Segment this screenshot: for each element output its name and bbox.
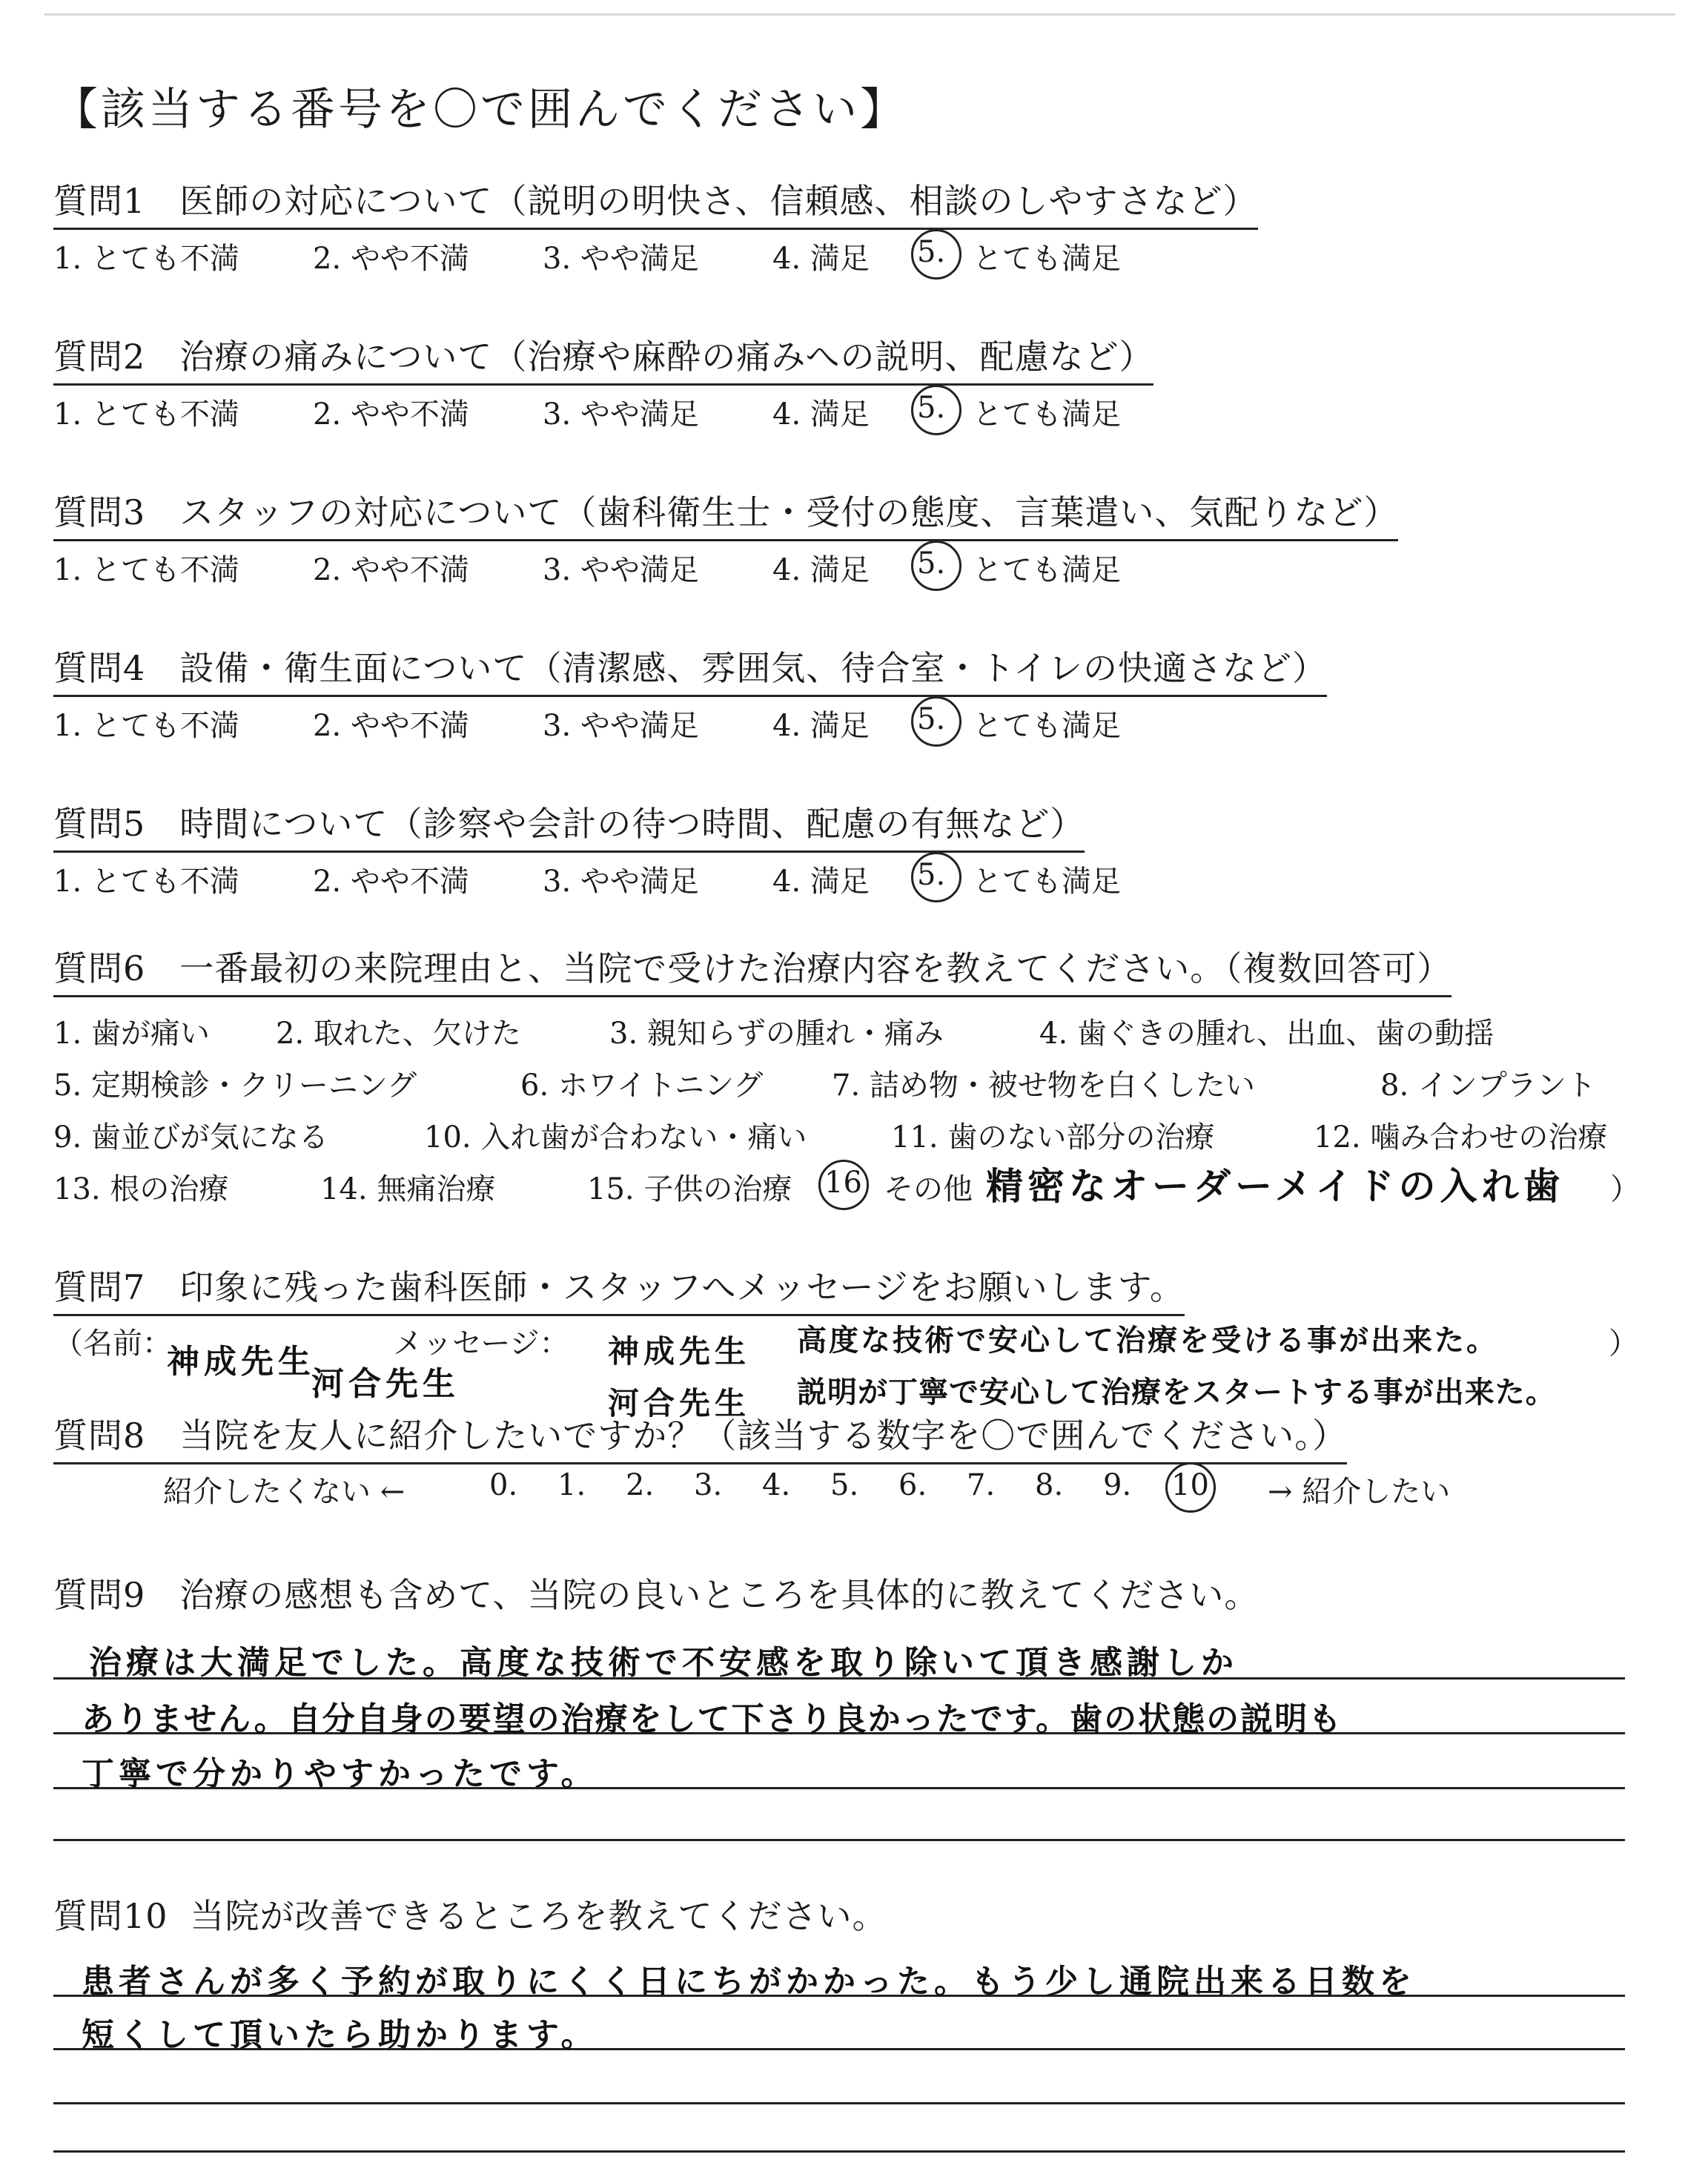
q7-message-1: 高度な技術で安心して治療を受ける事が出来た。: [797, 1324, 1498, 1358]
q8-scale-value[interactable]: 5.: [830, 1468, 859, 1502]
question-number: 質問1: [53, 181, 146, 221]
q8-scale-value[interactable]: 9.: [1103, 1468, 1132, 1502]
question-3-title: [53, 486, 1398, 541]
q8-right-label: → 紹介したい: [1268, 1475, 1451, 1509]
rating-option-5-label: とても満足: [973, 865, 1121, 899]
rating-option-5-circled[interactable]: 5.: [917, 235, 946, 269]
q9-answer-line-4: [53, 1839, 1625, 1841]
question-text: 印象に残った歯科医師・スタッフへメッセージをお願いします。: [179, 1267, 1185, 1307]
q6-option-13[interactable]: 13. 根の治療: [53, 1172, 229, 1206]
rating-option-1[interactable]: 1. とても不満: [53, 397, 239, 432]
q6-option-14[interactable]: 14. 無痛治療: [320, 1172, 496, 1206]
q6-option-5[interactable]: 5. 定期検診・クリーニング: [53, 1069, 417, 1103]
q7-name-1: 神成先生: [167, 1343, 315, 1381]
rating-option-3[interactable]: 3. やや満足: [543, 397, 699, 432]
question-5-title: [53, 797, 1085, 853]
question-number: 質問8: [53, 1416, 146, 1456]
q7-message-label: メッセージ：: [393, 1327, 569, 1361]
rating-option-4[interactable]: 4. 満足: [772, 397, 870, 432]
q6-other-close-paren: ）: [1610, 1172, 1640, 1206]
rating-option-5-label: とても満足: [973, 553, 1121, 587]
rating-option-5-label: とても満足: [973, 242, 1121, 276]
rating-option-5-circled[interactable]: 5.: [917, 391, 946, 425]
q8-scale-value[interactable]: 3.: [694, 1468, 723, 1502]
q7-name-label: （名前：: [53, 1327, 172, 1361]
rating-option-5-circled[interactable]: 5.: [917, 546, 946, 581]
question-text: 一番最初の来院理由と、当院で受けた治療内容を教えてください。（複数回答可）: [179, 948, 1452, 988]
q6-option-9[interactable]: 9. 歯並びが気になる: [53, 1120, 328, 1155]
q6-option-6[interactable]: 6. ホワイトニング: [520, 1069, 764, 1103]
question-text: 治療の感想も含めて、当院の良いところを具体的に教えてください。: [179, 1575, 1260, 1615]
q6-option-2[interactable]: 2. 取れた、欠けた: [276, 1017, 521, 1051]
question-1-title: [53, 174, 1258, 230]
rating-option-4[interactable]: 4. 満足: [772, 242, 870, 276]
rating-option-2[interactable]: 2. やや不満: [313, 397, 469, 432]
q10-answer-text-1: 患者さんが多く予約が取りにくく日にちがかかった。もう少し通院出来る日数を: [82, 1963, 1416, 2001]
rating-option-5-circled[interactable]: 5.: [917, 858, 946, 892]
q9-answer-text-2: ありません。自分自身の要望の治療をして下さり良かったです。歯の状態の説明も: [82, 1700, 1343, 1738]
question-number: 質問6: [53, 948, 146, 988]
question-number: 質問2: [53, 337, 146, 377]
question-number: 質問9: [53, 1575, 146, 1615]
question-number: 質問3: [53, 492, 146, 532]
q8-scale-value[interactable]: 2.: [626, 1468, 655, 1502]
question-2-title: [53, 330, 1153, 386]
q8-scale-value[interactable]: 0.: [489, 1468, 518, 1502]
rating-option-1[interactable]: 1. とても不満: [53, 553, 239, 587]
question-text: スタッフの対応について（歯科衛生士・受付の態度、言葉遣い、気配りなど）: [179, 492, 1399, 532]
q7-close-paren: ）: [1609, 1327, 1638, 1361]
question-text: 医師の対応について（説明の明快さ、信頼感、相談のしやすさなど）: [179, 181, 1258, 221]
q6-option-1[interactable]: 1. 歯が痛い: [53, 1017, 210, 1051]
rating-option-1[interactable]: 1. とても不満: [53, 242, 239, 276]
q10-answer-text-2: 短くして頂いたら助かります。: [82, 2016, 598, 2054]
q10-answer-line-3: [53, 2102, 1625, 2104]
rating-option-1[interactable]: 1. とても不満: [53, 709, 239, 743]
question-text: 当院が改善できるところを教えてください。: [190, 1896, 887, 1936]
question-text: 治療の痛みについて（治療や麻酔の痛みへの説明、配慮など）: [179, 337, 1154, 377]
q9-answer-text-3: 丁寧で分かりやすかったです。: [82, 1755, 598, 1793]
question-4-title: [53, 641, 1327, 697]
q8-scale-value[interactable]: 6.: [898, 1468, 927, 1502]
question-number: 質問5: [53, 804, 146, 844]
q7-message-2: 説明が丁寧で安心して治療をスタートする事が出来た。: [797, 1375, 1556, 1410]
q8-scale-value[interactable]: 8.: [1035, 1468, 1064, 1502]
rating-option-5-label: とても満足: [973, 709, 1121, 743]
rating-option-2[interactable]: 2. やや不満: [313, 242, 469, 276]
q7-name-2: 河合先生: [311, 1365, 460, 1403]
rating-option-2[interactable]: 2. やや不満: [313, 865, 469, 899]
rating-option-5-circled[interactable]: 5.: [917, 702, 946, 736]
question-text: 設備・衛生面について（清潔感、雰囲気、待合室・トイレの快適さなど）: [179, 648, 1328, 688]
q9-answer-text-1: 治療は大満足でした。高度な技術で不安感を取り除いて頂き感謝しか: [89, 1644, 1238, 1682]
question-7-title: [53, 1261, 1185, 1316]
q6-option-12[interactable]: 12. 噛み合わせの治療: [1314, 1120, 1608, 1155]
q6-option-8[interactable]: 8. インプラント: [1380, 1069, 1596, 1103]
rating-option-1[interactable]: 1. とても不満: [53, 865, 239, 899]
q6-option-4[interactable]: 4. 歯ぐきの腫れ、出血、歯の動揺: [1039, 1017, 1494, 1051]
question-text: 当院を友人に紹介したいですか？（該当する数字を〇で囲んでください。）: [179, 1416, 1348, 1456]
question-number: 質問10: [53, 1896, 168, 1936]
q6-option-16-circled[interactable]: 16: [824, 1166, 862, 1200]
q6-other-answer: 精密なオーダーメイドの入れ歯: [986, 1165, 1565, 1208]
rating-option-5-label: とても満足: [973, 397, 1121, 432]
question-number: 質問7: [53, 1267, 146, 1307]
question-6-title: [53, 942, 1452, 997]
q7-message-name-1: 神成先生: [608, 1333, 751, 1370]
q6-other-label: その他（: [884, 1172, 1002, 1206]
q7-message-name-2: 河合先生: [608, 1385, 751, 1421]
q8-scale-10-circled[interactable]: 10: [1171, 1468, 1209, 1502]
question-8-title: [53, 1409, 1347, 1464]
question-9-title: [53, 1568, 1259, 1622]
question-number: 質問4: [53, 648, 146, 688]
rating-option-4[interactable]: 4. 満足: [772, 709, 870, 743]
q6-option-11[interactable]: 11. 歯のない部分の治療: [891, 1120, 1215, 1155]
top-rule: [44, 13, 1675, 16]
q8-scale-value[interactable]: 4.: [762, 1468, 791, 1502]
rating-option-2[interactable]: 2. やや不満: [313, 709, 469, 743]
q10-answer-line-4: [53, 2150, 1625, 2153]
q6-option-3[interactable]: 3. 親知らずの腫れ・痛み: [609, 1017, 944, 1051]
q6-option-7[interactable]: 7. 詰め物・被せ物を白くしたい: [832, 1069, 1255, 1103]
page-header: 【該当する番号を〇で囲んでください】: [53, 84, 907, 136]
question-text: 時間について（診察や会計の待つ時間、配慮の有無など）: [179, 804, 1085, 844]
rating-option-2[interactable]: 2. やや不満: [313, 553, 469, 587]
rating-option-3[interactable]: 3. やや満足: [543, 242, 699, 276]
q6-option-15[interactable]: 15. 子供の治療: [587, 1172, 792, 1206]
q8-left-label: 紹介したくない ←: [163, 1475, 406, 1509]
rating-option-4[interactable]: 4. 満足: [772, 865, 870, 899]
q8-scale-value[interactable]: 7.: [967, 1468, 996, 1502]
rating-option-4[interactable]: 4. 満足: [772, 553, 870, 587]
rating-option-3[interactable]: 3. やや満足: [543, 865, 699, 899]
question-10-title: [53, 1889, 887, 1943]
rating-option-3[interactable]: 3. やや満足: [543, 709, 699, 743]
q6-option-10[interactable]: 10. 入れ歯が合わない・痛い: [424, 1120, 807, 1155]
q8-scale-value[interactable]: 1.: [557, 1468, 586, 1502]
rating-option-3[interactable]: 3. やや満足: [543, 553, 699, 587]
